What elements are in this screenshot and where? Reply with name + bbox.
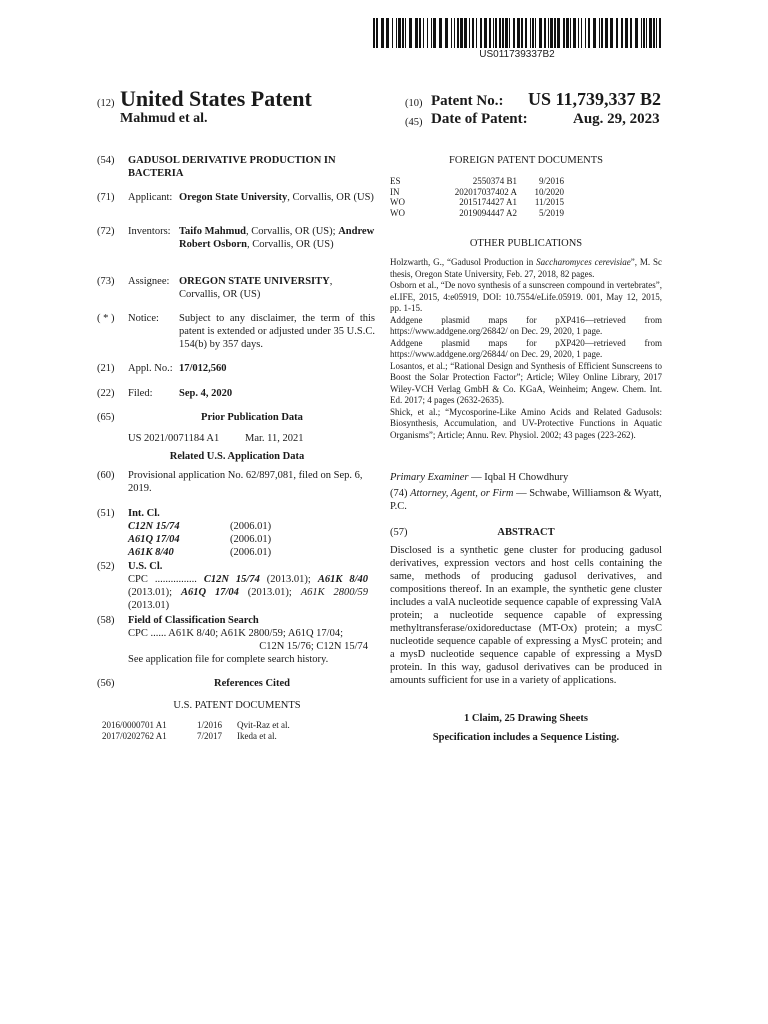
- int-cl-class: A61Q 17/04: [128, 534, 180, 545]
- invention-title: GADUSOL DERIVATIVE PRODUCTION IN BACTERIA: [128, 155, 336, 179]
- int-cl-class: C12N 15/74: [128, 521, 180, 532]
- ref-date: 7/2017: [197, 731, 223, 741]
- pub-item: Addgene plasmid maps for pXP416—retrieved from https://www.addgene.org/26842/ on Dec. 29, 2020, 1 page.: [390, 314, 662, 336]
- foreign-date: 5/2019: [538, 207, 564, 218]
- code-57: (57): [390, 527, 408, 538]
- attorney: (74) Attorney, Agent, or Firm — Schwabe, Williamson & Wyatt, P.C.: [390, 488, 662, 512]
- patent-authors: Mahmud et al.: [120, 111, 208, 126]
- code-71: (71): [97, 192, 115, 203]
- code-12: (12): [97, 98, 115, 109]
- field-search-line1: CPC ...... A61K 8/40; A61K 2800/59; A61Q 17/04;: [128, 628, 343, 639]
- foreign-country: WO: [390, 207, 405, 218]
- sequence-listing-note: Specification includes a Sequence Listing.: [432, 732, 620, 743]
- us-cl-heading: U.S. Cl.: [128, 561, 163, 572]
- pub-item: Losantos, et al.; “Rational Design and Synthesis of Efficient Sunscreens to Boost the Solar Protection Factor”; Article; Wiley Online Library, 2017 Wiley-VCH Verlag GmbH & Co. KGaA, Weinheim; Angew. Chem. Int. Ed. 2017; 4 pages (2632-2635).: [390, 360, 662, 405]
- code-notice: ( * ): [97, 313, 115, 324]
- prior-pub-date: Mar. 11, 2021: [245, 433, 304, 444]
- pub-item: Addgene plasmid maps for pXP420—retrieved from https://www.addgene.org/26844/ on Dec. 29, 2020, 1 page.: [390, 337, 662, 359]
- ref-name: Ikeda et al.: [237, 731, 277, 741]
- int-cl-version: (2006.01): [230, 534, 272, 545]
- foreign-number: 2019094447 A2: [459, 207, 517, 218]
- inventors-label: Inventors:: [128, 226, 171, 237]
- assignee-value: OREGON STATE UNIVERSITY, Corvallis, OR (US): [179, 276, 333, 300]
- code-54: (54): [97, 155, 115, 166]
- int-cl-version: (2006.01): [230, 521, 272, 532]
- filed-value: Sep. 4, 2020: [179, 388, 233, 399]
- ref-name: Qvit-Raz et al.: [237, 720, 290, 730]
- code-52: (52): [97, 561, 115, 572]
- patent-number: US 11,739,337 B2: [528, 89, 662, 109]
- notice-label: Notice:: [128, 313, 159, 324]
- field-search-line2: C12N 15/76; C12N 15/74: [259, 641, 368, 652]
- code-21: (21): [97, 363, 115, 374]
- ref-number: 2016/0000701 A1: [102, 720, 167, 730]
- foreign-number: 2015174427 A1: [459, 197, 517, 207]
- appl-no-value: 17/012,560: [179, 363, 227, 374]
- ref-date: 1/2016: [197, 720, 223, 730]
- code-45: (45): [405, 117, 423, 128]
- abstract-text: Disclosed is a synthetic gene cluster for producing gadusol derivatives, expression vectors and host cells containing the same, methods of producing gadusol derivatives, and compositions thereof. In an example, the synthetic gene cluster includes a valA nucleotide sequence capable of expressing ValA protein; a nucleotide sequence capable of expressing methyltransferase/oxidoreductase (MT-Ox) protein; a mysC nucleotide sequence capable of expressing a MysC protein; and a mysD nucleotide sequence capable of expressing a MysD protein. In this way, gadusol derivatives can be produced in amounts sufficient for use in a variety of applications.: [390, 545, 662, 686]
- date-of-patent: Aug. 29, 2023: [573, 111, 660, 127]
- code-51: (51): [97, 508, 115, 519]
- code-65: (65): [97, 412, 115, 423]
- foreign-country: IN: [390, 186, 400, 197]
- foreign-docs-heading: FOREIGN PATENT DOCUMENTS: [448, 155, 604, 166]
- assignee-label: Assignee:: [128, 276, 170, 287]
- code-10: (10): [405, 98, 423, 109]
- us-patent-docs-heading: U.S. PATENT DOCUMENTS: [173, 700, 301, 711]
- claims-count: 1 Claim, 25 Drawing Sheets: [464, 713, 588, 724]
- other-pubs-list: [390, 257, 662, 441]
- other-pubs-heading: OTHER PUBLICATIONS: [469, 238, 583, 249]
- abstract-heading: ABSTRACT: [497, 527, 555, 538]
- foreign-country: WO: [390, 197, 405, 207]
- int-cl-class: A61K 8/40: [128, 547, 174, 558]
- barcode-number: US011739337B2: [479, 49, 555, 60]
- appl-no-label: Appl. No.:: [128, 363, 173, 374]
- code-73: (73): [97, 276, 115, 287]
- foreign-number: 202017037402 A: [454, 186, 517, 197]
- applicant-label: Applicant:: [128, 192, 173, 203]
- code-56: (56): [97, 678, 115, 689]
- date-of-patent-label: Date of Patent:: [431, 111, 528, 127]
- patent-country-title: United States Patent: [120, 86, 312, 111]
- code-22: (22): [97, 388, 115, 399]
- foreign-number: 2550374 B1: [472, 176, 517, 186]
- foreign-country: ES: [390, 176, 401, 186]
- code-60: (60): [97, 470, 115, 481]
- field-search-line3: See application file for complete search history.: [128, 654, 329, 665]
- int-cl-heading: Int. Cl.: [128, 508, 160, 519]
- code-58: (58): [97, 615, 115, 626]
- foreign-date: 11/2015: [534, 197, 564, 207]
- provisional-text: Provisional application No. 62/897,081, filed on Sep. 6, 2019.: [128, 470, 363, 494]
- foreign-date: 10/2020: [534, 186, 564, 197]
- filed-label: Filed:: [128, 388, 153, 399]
- field-search-heading: Field of Classification Search: [128, 615, 259, 626]
- notice-text: Subject to any disclaimer, the term of this patent is extended or adjusted under 35 U.S.C. 154(b) by 357 days.: [179, 313, 375, 350]
- foreign-date: 9/2016: [538, 176, 564, 186]
- ref-number: 2017/0202762 A1: [102, 731, 167, 741]
- us-cl-cpc: CPC ................ C12N 15/74 (2013.01); A61K 8/40 (2013.01); A61Q 17/04 (2013.01); A61K 2800/59 (2013.01): [128, 574, 368, 611]
- code-72: (72): [97, 226, 115, 237]
- inventors-value: Taifo Mahmud, Corvallis, OR (US); Andrew Robert Osborn, Corvallis, OR (US): [179, 226, 375, 250]
- applicant-value: Oregon State University, Corvallis, OR (US): [179, 192, 374, 203]
- patent-no-label: Patent No.:: [431, 93, 504, 109]
- primary-examiner: Primary Examiner — Iqbal H Chowdhury: [390, 472, 569, 483]
- barcode-graphic: [373, 18, 661, 48]
- related-heading: Related U.S. Application Data: [169, 451, 305, 462]
- int-cl-version: (2006.01): [230, 547, 272, 558]
- prior-pub-number: US 2021/0071184 A1: [128, 433, 220, 444]
- refs-heading: References Cited: [214, 678, 290, 689]
- pub-item: Osborn et al., “De novo synthesis of a sunscreen compound in vertebrates”, eLIFE, 2015, 4:e05919, DOI: 10.7554/eLife.05919. 001, May 12, 2015, pp. 1-15.: [390, 280, 662, 313]
- pub-item: Holzwarth, G., “Gadusol Production in Saccharomyces cerevisiae”, M. Sc thesis, Oregon State University, Feb. 27, 2018, 82 pages.: [390, 257, 663, 279]
- prior-pub-heading: Prior Publication Data: [201, 412, 303, 423]
- pub-item: Shick, et al.; “Mycosporine-Like Amino Acids and Related Gadusols: Biosynthesis, Accumulation, and UV-Protective Functions in Aquatic Organisms”; Article; Annu. Rev. Physiol. 2002; 43 pages (223-262).: [390, 406, 662, 440]
